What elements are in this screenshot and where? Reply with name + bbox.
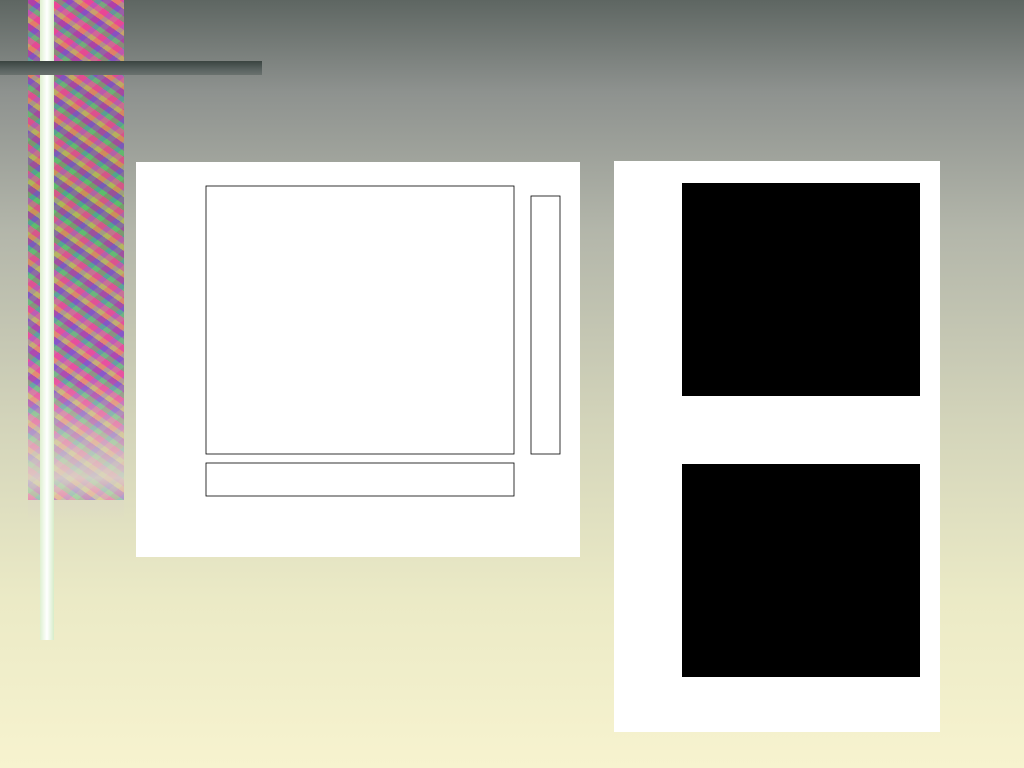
- segmentation-svg-b: [614, 442, 940, 732]
- correlogram-svg: [136, 162, 580, 557]
- correlogram-figure: [136, 162, 580, 557]
- horizontal-accent-line: [0, 61, 262, 75]
- vertical-accent-line: [40, 0, 54, 640]
- stream-segmentation-figure-a: [614, 161, 940, 451]
- segmentation-svg-a: [614, 161, 940, 451]
- stream-segmentation-figure-b: [614, 442, 940, 732]
